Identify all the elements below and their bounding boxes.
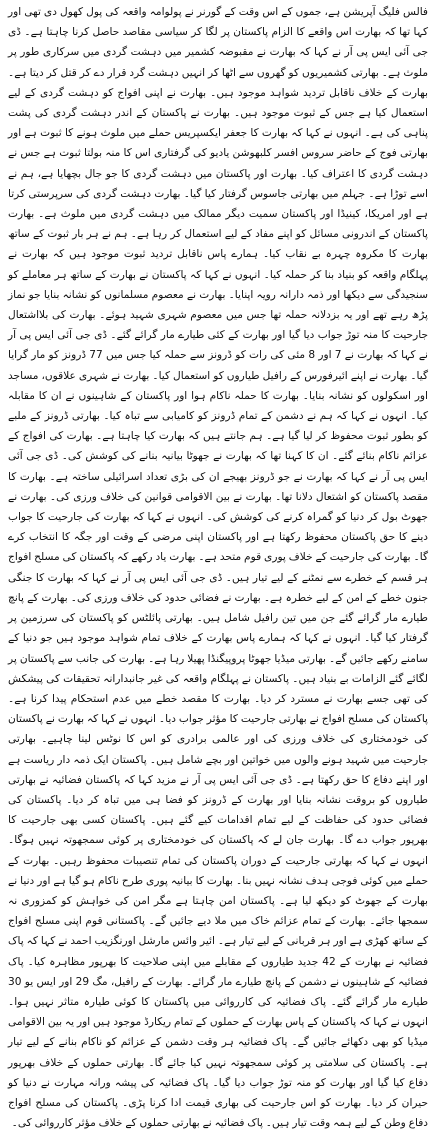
article-body-text: فالس فلیگ آپریشن ہے، جموں کے اس وقت کے گورنر نے پولوامہ واقعہ کی پول کھول دی تھی اور کہا تھا کہ بھارت اس واقعے کا الزام پاکستان پر لگا کر سیاسی مقاصد حاصل کرنا چاہتا ہے۔ ڈی جی آئی ایس پی آر نے کہا کہ بھارت نے مقبوضہ کشمیر میں دہشت گردی میں سرکاری طور پر ملوث ہے۔ بھارتی کشمیریوں کو گھروں سے اٹھا کر انہیں دہشت گرد قرار دے کر قتل کر دیتا ہے۔ بھارت کے خلاف ناقابل تردید شواہد موجود ہیں۔ بھارت نے اپنی افواج کو دہشت گردی کے لیے استعمال کیا ہے جس کے ثبوت موجود ہیں۔ بھارت نے پاکستان کے اندر دہشت گردی کی پشت پناہی کی ہے۔ انہوں نے کہا کہ بھارت کا جعفر ایکسپریس حملے میں ملوث ہونے کا ثبوت ہے اور بھارتی فوج کے حاضر سروس افسر کلبھوشن یادیو کی گرفتاری اس کا منہ بولتا ثبوت ہے جس نے دہشت گردی کا اعتراف کیا۔ بھارت اور پاکستان میں دہشت گردی کا جو جال بچھایا ہے، ہم نے اسے توڑا ہے۔ جہلم میں بھارتی جاسوس گرفتار کیا گیا۔ بھارت دہشت گردی کی سرپرستی کرتا ہے اور امریکا، کینیڈا اور پاکستان سمیت دیگر ممالک میں دہشت گردی میں ملوث ہے۔ بھارت پاکستان کے اندرونی مسائل کو اپنے مفاد کے لیے استعمال کر رہا ہے۔ ہم نے ہر بار ثبوت کے ساتھ بھارت کا مکروہ چہرہ بے نقاب کیا۔ ہمارے پاس ناقابل تردید ثبوت موجود ہیں کہ بھارت نے پہلگام واقعہ کو بنیاد بنا کر حملہ کیا۔ انہوں نے کہا کہ پاکستان نے بھارت کے ساتھ ہر معاملے کو سنجیدگی سے دیکھا اور ذمہ دارانہ رویہ اپنایا۔ بھارت نے معصوم مسلمانوں کو نشانہ بنایا جو نماز پڑھ رہے تھے اور یہ بزدلانہ حملہ تھا جس میں معصوم شہری شہید ہوئے۔ بھارت کی بلااشتعال جارحیت کا منہ توڑ جواب دیا گیا اور بھارت کے کئی طیارے مار گرائے گئے۔ ڈی جی آئی ایس پی آر نے کہا کہ بھارت نے 7 اور 8 مئی کی رات کو ڈرونز سے حملہ کیا جس میں 77 ڈرونز کو مار گرایا گیا۔ بھارت نے اپنے ائیرفورس کے رافیل طیاروں کو استعمال کیا۔ بھارت نے شہری علاقوں، مساجد اور اسکولوں کو نشانہ بنایا۔ بھارت کا حملہ ناکام ہوا اور پاکستان کے شاہینوں نے ان کا مقابلہ کیا۔ انہوں نے کہا کہ ہم نے دشمن کے تمام ڈرونز کو کامیابی سے تباہ کیا۔ بھارتی ڈرونز کے ملبے کو بطور ثبوت محفوظ کر لیا گیا ہے۔ ہم جانتے ہیں کہ بھارت کیا چاہتا ہے۔ بھارت کی افواج کے عزائم ناکام بنائے گئے۔ ان کا کہنا تھا کہ بھارت نے جھوٹا بیانیہ بنانے کی کوشش کی۔ ڈی جی آئی ایس پی آر نے کہا کہ بھارت نے جو ڈرونز بھیجے ان کی بڑی تعداد اسرائیلی ساختہ ہے۔ بھارت کا مقصد پاکستان کو اشتعال دلانا تھا۔ بھارت نے بین الاقوامی قوانین کی خلاف ورزی کی۔ بھارت نے جھوٹ بول کر دنیا کو گمراہ کرنے کی کوشش کی۔ انہوں نے کہا کہ بھارت کی جارحیت کا جواب دینے کا حق پاکستان محفوظ رکھتا ہے اور پاکستان اپنی مرضی کے وقت اور جگہ کا انتخاب کرے گا۔ بھارت کی جارحیت کے خلاف پوری قوم متحد ہے۔ بھارت یاد رکھے کہ پاکستان کی مسلح افواج ہر قسم کے خطرے سے نمٹنے کے لیے تیار ہیں۔ ڈی جی آئی ایس پی آر نے کہا کہ بھارت کا جنگی جنون خطے کے امن کے لیے خطرہ ہے۔ بھارت نے فضائی حدود کی خلاف ورزی کی۔ بھارت کے پانچ طیارے مار گرائے گئے جن میں تین رافیل شامل ہیں۔ بھارتی پائلٹس کو پاکستان کی سرزمین پر گرفتار کیا گیا۔ انہوں نے کہا کہ ہمارے پاس بھارت کے خلاف تمام شواہد موجود ہیں جو دنیا کے سامنے رکھے جائیں گے۔ بھارتی میڈیا جھوٹا پروپیگنڈا پھیلا رہا ہے۔ بھارت کی جانب سے پاکستان پر لگائے گئے الزامات بے بنیاد ہیں۔ پاکستان نے پہلگام واقعہ کی غیر جانبدارانہ تحقیقات کی پیشکش کی تھی جسے بھارت نے مسترد کر دیا۔ بھارت کا مقصد خطے میں عدم استحکام پیدا کرنا ہے۔ پاکستان کی مسلح افواج نے بھارتی جارحیت کا مؤثر جواب دیا۔ انہوں نے کہا کہ بھارت نے پاکستان کی خودمختاری کی خلاف ورزی کی اور عالمی برادری کو اس کا نوٹس لینا چاہیے۔ بھارتی جارحیت میں شہید ہونے والوں میں خواتین اور بچے شامل ہیں۔ پاکستان ایک ذمہ دار ریاست ہے اور اپنے دفاع کا حق رکھتا ہے۔ ڈی جی آئی ایس پی آر نے مزید کہا کہ پاکستان فضائیہ نے بھارتی طیاروں کو بروقت نشانہ بنایا اور بھارت کے ڈرونز کو فضا ہی میں تباہ کر دیا۔ پاکستان کی فضائی حدود کی حفاظت کے لیے تمام اقدامات کیے گئے ہیں۔ پاکستان کسی بھی جارحیت کا بھرپور جواب دے گا۔ بھارت جان لے کہ پاکستان کی خودمختاری پر کوئی سمجھوتہ نہیں ہوگا۔ انہوں نے کہا کہ بھارتی جارحیت کے دوران پاکستان کی تمام تنصیبات محفوظ رہیں۔ بھارت کے حملے میں کوئی فوجی ہدف نشانہ نہیں بنا۔ بھارت کا بیانیہ پوری طرح ناکام ہو گیا ہے اور دنیا نے بھارت کے جھوٹ کو دیکھ لیا ہے۔ پاکستان امن چاہتا ہے مگر امن کی خواہش کو کمزوری نہ سمجھا جائے۔ بھارت کے تمام عزائم خاک میں ملا دیے جائیں گے۔ پاکستانی قوم اپنی مسلح افواج کے ساتھ کھڑی ہے اور ہر قربانی کے لیے تیار ہے۔ ائیر وائس مارشل اورنگزیب احمد نے کہا کہ پاک فضائیہ نے بھارت کے 42 جدید طیاروں کے مقابلے میں اپنی صلاحیت کا بھرپور مظاہرہ کیا۔ پاک فضائیہ کے شاہینوں نے دشمن کے پانچ طیارے مار گرائے۔ بھارت کے رافیل، مگ 29 اور ایس یو 30 طیارے مار گرائے گئے۔ پاک فضائیہ کی کارروائی میں پاکستان کا کوئی طیارہ متاثر نہیں ہوا۔ انہوں نے کہا کہ پاکستان کے پاس بھارت کے حملوں کے تمام ریکارڈ موجود ہیں اور یہ بین الاقوامی میڈیا کو بھی دکھائے جائیں گے۔ پاک فضائیہ ہر وقت دشمن کے عزائم کو ناکام بنانے کے لیے تیار ہے۔ پاکستان کی سلامتی پر کوئی سمجھوتہ نہیں کیا جائے گا۔ بھارتی حملوں کے خلاف بھرپور دفاع کیا گیا اور بھارت کو منہ توڑ جواب دیا گیا۔ پاک فضائیہ کی پیشہ ورانہ مہارت نے دنیا کو حیران کر دیا۔ بھارت کو اس جارحیت کی بھاری قیمت ادا کرنا پڑی۔ پاکستان کی مسلح افواج دفاع وطن کے لیے ہمہ وقت تیار ہیں۔ پاک فضائیہ نے بھارتی حملوں کے خلاف مؤثر کارروائی کی۔ <box>8 6 429 1130</box>
